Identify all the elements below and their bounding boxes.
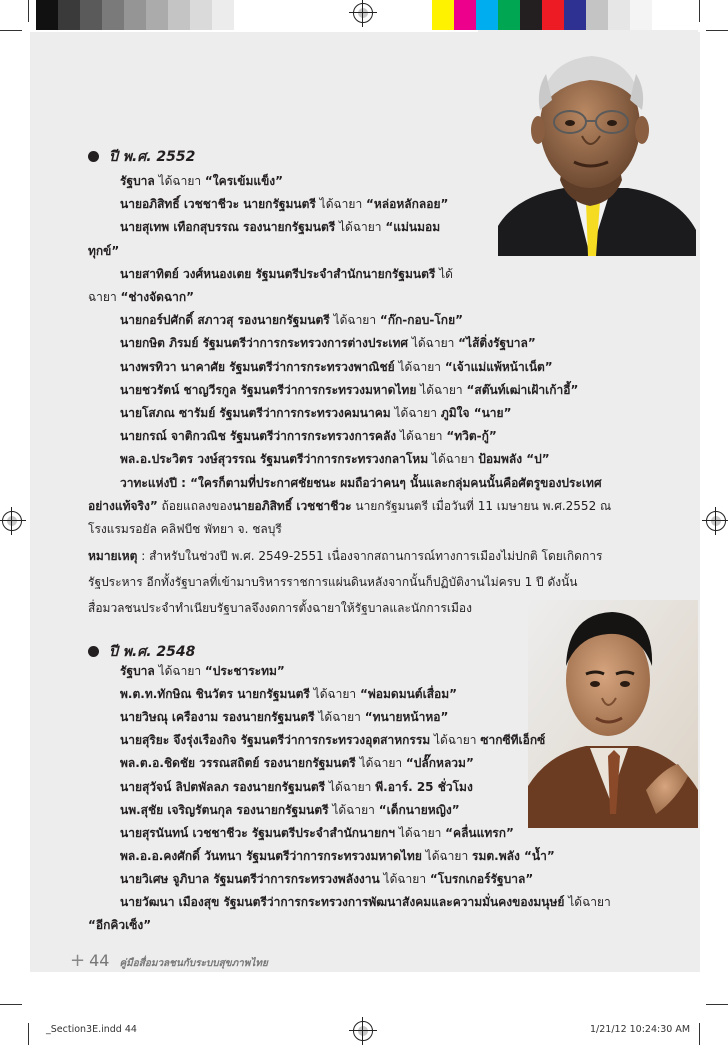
nickname-label: “คลื่นแทรก” (445, 825, 514, 840)
page-footer (70, 950, 268, 971)
text-line (120, 799, 460, 822)
text-line (120, 425, 497, 448)
gray-swatch (146, 0, 168, 30)
nickname-label: “ไส้ติ่งรัฐบาล” (458, 336, 536, 351)
body-text: ได้ฉายา (355, 756, 406, 771)
name-label: พล.อ.ประวิตร วงษ์สุวรรณ รัฐมนตรีว่าการกระทรวงกลาโหม (120, 452, 429, 467)
text-line (88, 914, 151, 937)
body-text: ได้ฉายา (390, 406, 441, 420)
body-text: ได้ฉายา (329, 313, 380, 328)
grayscale-color-bar (36, 0, 256, 30)
name-label: นายสุรนันทน์ เวชชาชีวะ รัฐมนตรีประจำสำนักนายกฯ (120, 825, 396, 840)
name-label: นายสุวัจน์ ลิปตพัลลภ รองนายกรัฐมนตรี (120, 779, 326, 794)
text-line (120, 472, 602, 495)
body-text: โรงแรมรอยัล คลิฟบีช พัทยา จ. ชลบุรี (88, 522, 282, 536)
portrait-photo-2552 (478, 30, 698, 256)
crop-mark (699, 0, 700, 22)
year-heading-2552 (88, 146, 195, 169)
color-swatch (564, 0, 586, 30)
body-text: นายกรัฐมนตรี เมื่อวันที่ 11 เมษายน พ.ศ.2552 ณ (351, 498, 612, 513)
text-line (120, 356, 553, 379)
registration-mark-left (2, 511, 22, 531)
color-swatch (608, 0, 630, 30)
body-text: ได้ฉายา (325, 779, 376, 794)
page-number: 44 (89, 951, 110, 970)
text-line (120, 193, 448, 216)
crop-mark (28, 0, 29, 22)
crop-mark (706, 30, 728, 31)
body-text: ได้ฉายา (396, 429, 447, 444)
text-line (120, 216, 440, 239)
text-line (120, 332, 536, 355)
text-line (120, 263, 453, 286)
color-swatch (586, 0, 608, 30)
text-line (120, 776, 473, 799)
text-line (88, 571, 578, 594)
body-text: ได้ฉายา (154, 664, 205, 678)
name-label: พล.อ.อ.คงศักดิ์ วันทนา รัฐมนตรีว่าการกระทรวงมหาดไทย (120, 848, 422, 863)
body-text: ได้ฉายา (309, 687, 360, 702)
nickname-label: “แม่นมอม (385, 220, 441, 235)
text-line (120, 448, 550, 471)
body-text: ได้ฉายา (335, 220, 386, 235)
portrait-photo-2548 (528, 600, 698, 828)
nickname-label: “อีกคิวเซ็ง” (88, 918, 152, 933)
gray-swatch (80, 0, 102, 30)
text-line (120, 752, 474, 775)
process-color-bar (432, 0, 696, 30)
name-label: หมายเหตุ (88, 549, 138, 563)
gray-swatch (234, 0, 256, 30)
nickname-label: “สต๊นท์เฒ่าเฝ้าเก้าอี้” (466, 382, 579, 397)
color-swatch (432, 0, 454, 30)
bullet-icon (88, 646, 99, 657)
plus-icon: + (70, 950, 86, 971)
name-label: นายโสภณ ซารัมย์ รัฐมนตรีว่าการกระทรวงคมนาคม (120, 406, 391, 420)
crop-mark (0, 30, 22, 31)
gray-swatch (102, 0, 124, 30)
body-text: ถ้อยแถลงของ (157, 498, 233, 513)
name-label: อย่างแท้จริง” (88, 498, 158, 513)
body-text: ได้ฉายา (394, 359, 445, 374)
color-swatch (476, 0, 498, 30)
color-swatch (542, 0, 564, 30)
name-label: พ.ต.ท.ทักษิณ ชินวัตร นายกรัฐมนตรี (120, 687, 310, 702)
name-label: นายกษิต ภิรมย์ รัฐมนตรีว่าการกระทรวงการต่างประเทศ (120, 336, 409, 351)
name-label: นายวิษณุ เครืองาม รองนายกรัฐมนตรี (120, 710, 315, 725)
body-text: ได้ฉายา (564, 895, 611, 909)
name-label: นายกรณ์ จาติกวณิช รัฐมนตรีว่าการกระทรวงการคลัง (120, 429, 397, 444)
nickname-label: นายอภิสิทธิ์ เวชชาชีวะ (232, 498, 352, 513)
year-label: ปี พ.ศ. 2548 (109, 644, 196, 660)
nickname-label: รมต.พลัง “น้ำ” (472, 848, 555, 863)
text-line (88, 518, 282, 541)
nickname-label: “ทวิต-กู้” (446, 429, 497, 444)
body-text: รัฐประหาร อีกทั้งรัฐบาลที่เข้ามาบริหารราชการแผ่นดินหลังจากนั้นก็ปฏิบัติงานไม่ครบ 1 ปี ดังนั้น (88, 575, 578, 589)
color-swatch (454, 0, 476, 30)
nickname-label: พี.อาร์. 25 ชั่วโมง (375, 779, 473, 794)
nickname-label: “พ่อมดมนต์เสื่อม” (359, 687, 458, 702)
name-label: รัฐบาล (120, 664, 155, 678)
name-label: นายกอร์ปศักดิ์ สภาวสุ รองนายกรัฐมนตรี (120, 313, 330, 328)
text-line (120, 891, 611, 914)
registration-mark-right (706, 511, 726, 531)
color-swatch (652, 0, 674, 30)
nickname-label: “โบรกเกอร์รัฐบาล” (429, 871, 534, 886)
body-text: ได้ฉายา (416, 382, 467, 397)
nickname-label: ป้อมพลัง “ป” (478, 452, 550, 467)
body-text: ได้ฉายา (154, 174, 205, 188)
name-label: นายสาทิตย์ วงศ์หนองเตย รัฐมนตรีประจำสำนักนายกรัฐมนตรี (120, 266, 436, 281)
nickname-label: “ทนายหน้าหอ” (364, 710, 449, 725)
text-line (120, 683, 457, 706)
body-text: ได้ฉายา (430, 733, 481, 748)
body-text: : สำหรับในช่วงปี พ.ศ. 2549-2551 เนื่องจากสถานการณ์ทางการเมืองไม่ปกติ โดยเกิดการ (137, 549, 603, 563)
body-text: ได้ฉายา (314, 710, 365, 725)
crop-mark (28, 1023, 29, 1045)
gray-swatch (190, 0, 212, 30)
name-label: นายชวรัตน์ ชาญวีรกูล รัฐมนตรีว่าการกระทรวงมหาดไทย (120, 382, 417, 397)
gray-swatch (58, 0, 80, 30)
color-swatch (498, 0, 520, 30)
color-swatch (630, 0, 652, 30)
body-text: ได้ฉายา (421, 848, 472, 863)
text-line (88, 495, 611, 518)
text-line (88, 240, 119, 263)
text-line (120, 309, 463, 332)
slug-filename: _Section3E.indd 44 (46, 1024, 137, 1035)
crop-mark (699, 1023, 700, 1045)
bullet-icon (88, 151, 99, 162)
nickname-label: ทุกข์” (88, 243, 120, 258)
nickname-label: “ก๊ก-กอบ-โกย” (379, 313, 463, 328)
color-swatch (520, 0, 542, 30)
name-label: วาทะแห่งปี : “ใครก็ตามที่ประกาศชัยชนะ ผมถือว่าคนๆ นั้นและกลุ่มคนนั้นคือศัตรูของประเทศ (120, 475, 602, 490)
gray-swatch (212, 0, 234, 30)
body-text: ได้ฉายา (395, 825, 446, 840)
text-line (120, 660, 285, 683)
name-label: นางพรทิวา นาคาศัย รัฐมนตรีว่าการกระทรวงพาณิชย์ (120, 359, 395, 374)
nickname-label: ภูมิใจ “นาย” (440, 406, 512, 420)
nickname-label: “ปลั๊กหลวม” (405, 756, 474, 771)
gray-swatch (168, 0, 190, 30)
name-label: นายอภิสิทธิ์ เวชชาชีวะ นายกรัฐมนตรี (120, 197, 316, 212)
text-line (120, 845, 555, 868)
slug-timestamp: 1/21/12 10:24:30 AM (590, 1024, 691, 1035)
name-label: นายสุเทพ เทือกสุบรรณ รองนายกรัฐมนตรี (120, 220, 336, 235)
text-line (88, 597, 472, 620)
nickname-label: “เจ้าแม่แพ้หน้าเน็ต” (444, 359, 553, 374)
body-text: ได้ฉายา (379, 871, 430, 886)
crop-mark (706, 1004, 728, 1005)
name-label: รัฐบาล (120, 174, 155, 188)
body-text: ได้ฉายา (428, 452, 479, 467)
body-text: สื่อมวลชนประจำทำเนียบรัฐบาลจึงงดการตั้งฉายาให้รัฐบาลและนักการเมือง (88, 601, 472, 615)
nickname-label: “ช่างจัดฉาก” (120, 290, 195, 304)
nickname-label: “เด็กนายหญิง” (378, 802, 460, 817)
text-line (88, 286, 194, 309)
text-line (120, 170, 283, 193)
name-label: นายวัฒนา เมืองสุข รัฐมนตรีว่าการกระทรวงการพัฒนาสังคมและความมั่นคงของมนุษย์ (120, 895, 565, 909)
gray-swatch (36, 0, 58, 30)
nickname-label: ซากซีทีเอ็กซ์ (480, 733, 546, 748)
body-text: ได้ฉายา (315, 197, 366, 212)
text-line (120, 729, 545, 752)
text-line (120, 402, 511, 425)
text-line (120, 822, 514, 845)
body-text: ฉายา (88, 290, 121, 304)
text-line (120, 706, 448, 729)
crop-mark (0, 1004, 22, 1005)
gray-swatch (124, 0, 146, 30)
registration-mark-bottom (353, 1021, 373, 1041)
text-line (120, 379, 578, 402)
book-title: คู่มือสื่อมวลชนกับระบบสุขภาพไทย (119, 958, 268, 969)
body-text: ได้ฉายา (328, 802, 379, 817)
name-label: พล.ต.อ.ชิดชัย วรรณสถิตย์ รองนายกรัฐมนตรี (120, 756, 356, 771)
text-line (88, 545, 602, 568)
nickname-label: “ใครเข้มแข็ง” (204, 174, 284, 188)
nickname-label: “หล่อหลักลอย” (366, 197, 449, 212)
year-label: ปี พ.ศ. 2552 (109, 149, 196, 165)
body-text: ได้ฉายา (408, 336, 459, 351)
registration-mark-top (353, 3, 373, 23)
text-line (120, 868, 533, 891)
color-swatch (674, 0, 696, 30)
body-text: ได้ (435, 266, 453, 281)
nickname-label: “ประชาระทม” (204, 664, 285, 678)
name-label: นพ.สุชัย เจริญรัตนกุล รองนายกรัฐมนตรี (120, 802, 329, 817)
name-label: นายสุริยะ จึงรุ่งเรืองกิจ รัฐมนตรีว่าการกระทรวงอุตสาหกรรม (120, 733, 431, 748)
name-label: นายวิเศษ จูภิบาล รัฐมนตรีว่าการกระทรวงพลังงาน (120, 871, 380, 886)
